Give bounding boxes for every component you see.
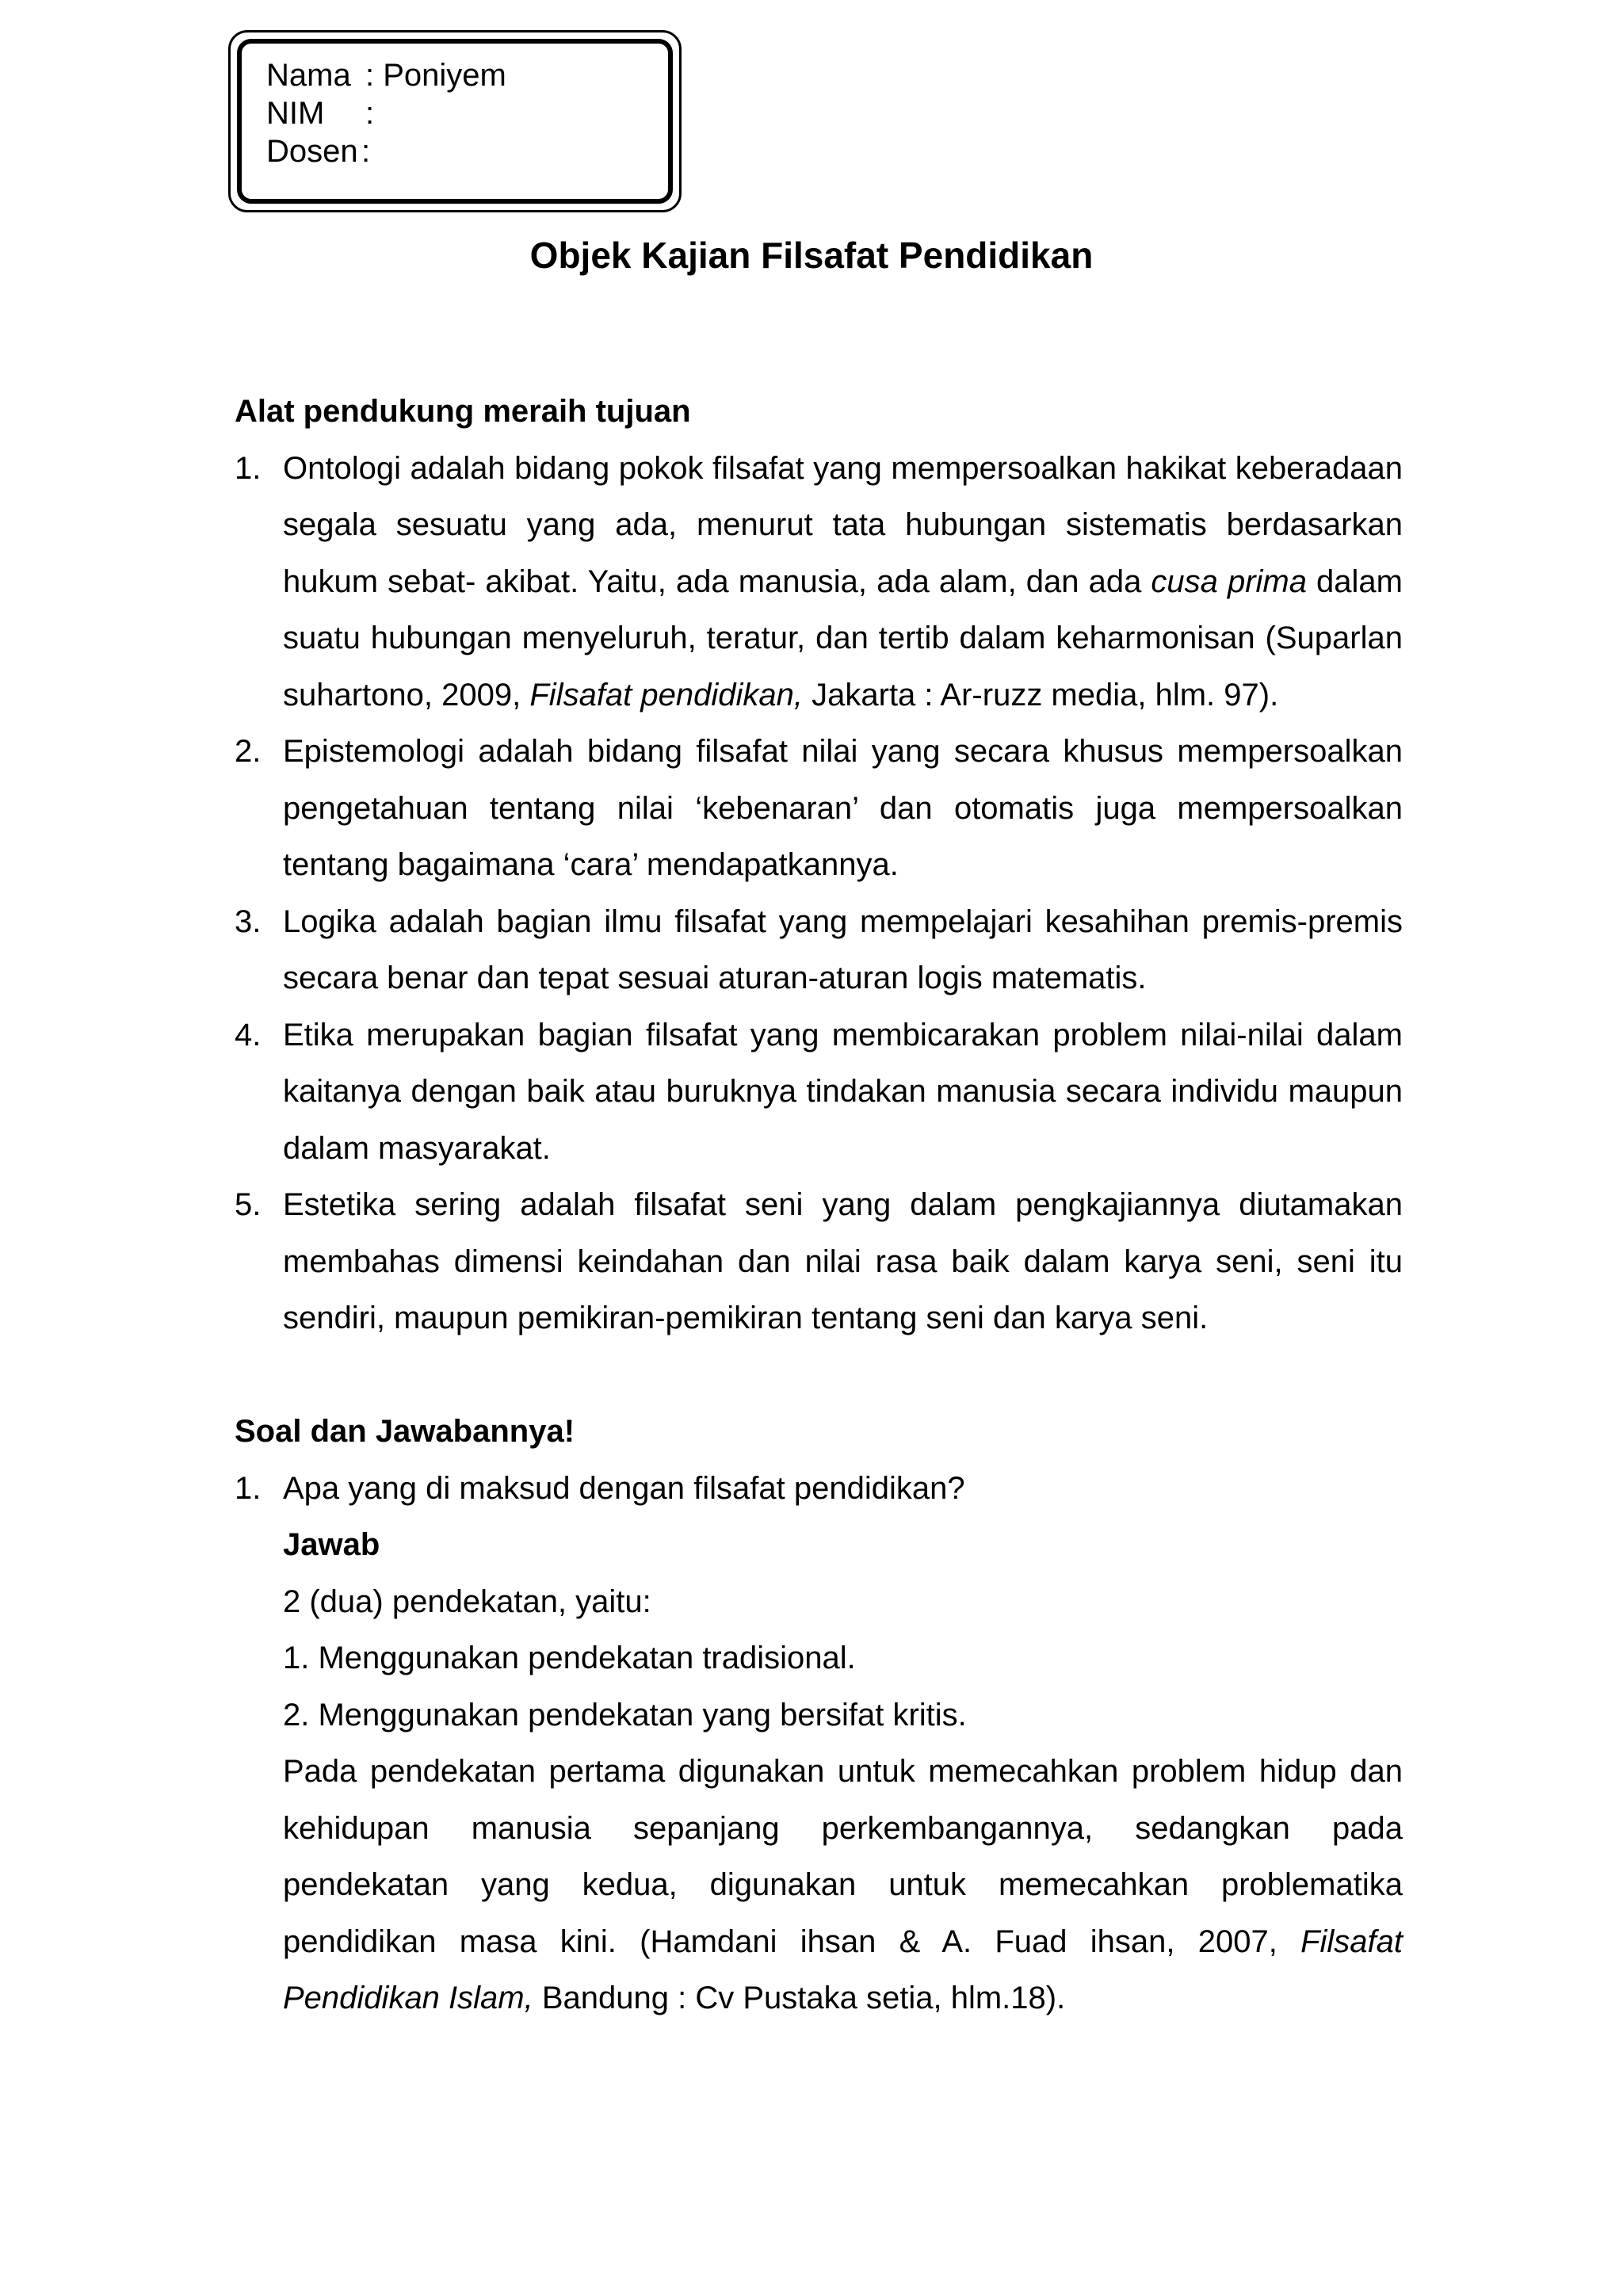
list-number: 5. [235,1187,262,1222]
page-title: Objek Kajian Filsafat Pendidikan [529,235,1094,276]
nama-row [266,56,506,94]
approach-item-2: 2. Menggunakan pendekatan yang bersifat kritis. [283,1697,967,1733]
paragraph-italic-text: Filsafat Pendidikan Islam, [283,1924,1403,2015]
list-number: 3. [235,904,262,939]
question-text: Apa yang di maksud dengan filsafat pendidikan? [283,1470,965,1506]
list-item [235,441,1403,724]
approach-item-1: 1. Menggunakan pendekatan tradisional. [283,1641,856,1675]
nim-row [266,94,374,132]
answer-paragraph [235,1744,1403,2027]
dosen-value: : [361,134,371,169]
dosen-label: Dosen [266,134,358,169]
identity-box [228,30,682,212]
item-text: Jakarta : Ar-ruzz media, hlm. 97). [803,677,1279,712]
section-spacer [235,1347,1403,1404]
item-text: Logika adalah bagian ilmu filsafat yang mempelajari kesahihan premis-premis secara benar dan tepat sesuai aturan-aturan logis matematis. [283,904,1403,995]
list-item [235,894,1403,1007]
nama-value: : Poniyem [365,58,506,93]
nim-label: NIM [266,96,325,131]
answer-label: Jawab [283,1527,380,1562]
question-item [235,1461,1403,1518]
item-italic-text: cusa prima [1151,563,1307,599]
paragraph-text: Bandung : Cv Pustaka setia, hlm.18). [533,1981,1066,2015]
item-italic-text: Filsafat pendidikan, [529,677,804,712]
paragraph-text: Pada pendekatan pertama digunakan untuk memecahkan problem hidup dan kehidupan manusia sepanjang perkembangannya, sedangkan pada pendekatan yang kedua, digunakan untuk memecahkan problematika pendidikan masa kini. (Hamdani ihsan & A. Fuad ihsan, 2007, [283,1754,1403,1959]
section-heading-soal: Soal dan Jawabannya! [235,1414,575,1449]
list-number: 4. [235,1017,262,1052]
list-item [235,1007,1403,1178]
question-number: 1. [235,1470,262,1506]
list-number: 1. [235,450,262,486]
item-text: Etika merupakan bagian filsafat yang membicarakan problem nilai-nilai dalam kaitanya dengan baik atau buruknya tindakan manusia secara individu maupun dalam masyarakat. [283,1017,1403,1166]
nama-label: Nama [266,58,351,93]
section-heading-alat: Alat pendukung meraih tujuan [235,394,691,429]
item-text: Ontologi adalah bidang pokok filsafat yang mempersoalkan hakikat keberadaan segala sesuatu yang ada, menurut tata hubungan sistematis berdasarkan hukum sebat- akibat. Yaitu, ada manusia, ada alam, dan ada [283,450,1403,599]
definition-list [235,441,1403,1347]
list-item [235,1177,1403,1347]
item-text: Estetika sering adalah filsafat seni yang dalam pengkajiannya diutamakan membahas dimensi keindahan dan nilai rasa baik dalam karya seni, seni itu sendiri, maupun pemikiran-pemikiran tentang seni dan karya seni. [283,1187,1403,1335]
nim-value: : [365,96,375,131]
item-text: dalam suatu hubungan menyeluruh, teratur, dan tertib dalam keharmonisan (Suparlan suhartono, 2009, [283,563,1403,712]
dosen-row [266,132,370,170]
item-text: Epistemologi adalah bidang filsafat nilai yang secara khusus mempersoalkan pengetahuan tentang nilai ‘kebenaran’ dan otomatis juga mempersoalkan tentang bagaimana ‘cara’ mendapatkannya. [283,734,1403,882]
list-number: 2. [235,734,262,769]
document-body [235,384,1403,2027]
answer-intro: 2 (dua) pendekatan, yaitu: [283,1584,651,1619]
list-item [235,724,1403,894]
